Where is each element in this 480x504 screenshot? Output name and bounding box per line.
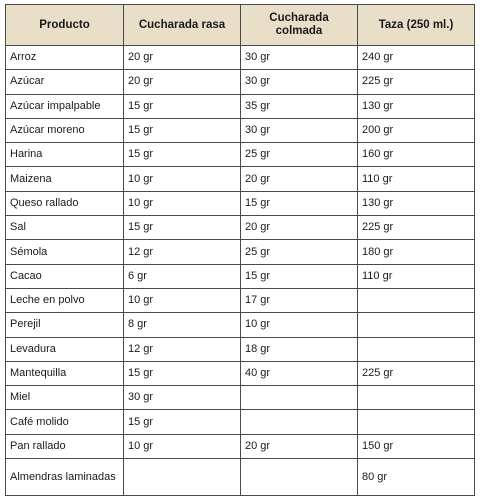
taza-cell: 160 gr bbox=[358, 143, 475, 167]
cucharada-rasa-cell: 15 gr bbox=[124, 216, 241, 240]
product-cell: Azúcar bbox=[6, 70, 124, 94]
cucharada-rasa-cell bbox=[124, 459, 241, 496]
cucharada-colmada-cell: 20 gr bbox=[241, 167, 358, 191]
table-row bbox=[6, 386, 475, 410]
product-cell: Miel bbox=[6, 386, 124, 410]
product-cell: Levadura bbox=[6, 337, 124, 361]
product-cell: Azúcar impalpable bbox=[6, 94, 124, 118]
cucharada-rasa-cell: 8 gr bbox=[124, 313, 241, 337]
cucharada-colmada-cell: 35 gr bbox=[241, 94, 358, 118]
taza-cell: 225 gr bbox=[358, 70, 475, 94]
header-row bbox=[6, 5, 475, 46]
product-cell: Maizena bbox=[6, 167, 124, 191]
table-row bbox=[6, 216, 475, 240]
taza-cell bbox=[358, 288, 475, 312]
cucharada-colmada-cell: 30 gr bbox=[241, 118, 358, 142]
header-producto: Producto bbox=[6, 5, 124, 46]
table-row bbox=[6, 70, 475, 94]
table-row bbox=[6, 361, 475, 385]
cucharada-colmada-cell: 20 gr bbox=[241, 216, 358, 240]
conversion-table bbox=[5, 4, 475, 496]
taza-cell bbox=[358, 337, 475, 361]
taza-cell bbox=[358, 410, 475, 434]
cucharada-rasa-cell: 20 gr bbox=[124, 46, 241, 70]
taza-cell bbox=[358, 386, 475, 410]
table-row bbox=[6, 434, 475, 458]
table-row bbox=[6, 288, 475, 312]
cucharada-rasa-cell: 10 gr bbox=[124, 191, 241, 215]
table-row bbox=[6, 167, 475, 191]
table-row bbox=[6, 337, 475, 361]
taza-cell: 150 gr bbox=[358, 434, 475, 458]
cucharada-colmada-cell: 25 gr bbox=[241, 143, 358, 167]
cucharada-colmada-cell: 15 gr bbox=[241, 191, 358, 215]
product-cell: Azúcar moreno bbox=[6, 118, 124, 142]
header-cucharada-rasa: Cucharada rasa bbox=[124, 5, 241, 46]
product-cell: Almendras laminadas bbox=[6, 459, 124, 496]
product-cell: Sal bbox=[6, 216, 124, 240]
cucharada-colmada-cell: 40 gr bbox=[241, 361, 358, 385]
cucharada-rasa-cell: 10 gr bbox=[124, 167, 241, 191]
table-row bbox=[6, 264, 475, 288]
product-cell: Cacao bbox=[6, 264, 124, 288]
cucharada-rasa-cell: 15 gr bbox=[124, 118, 241, 142]
cucharada-colmada-cell bbox=[241, 386, 358, 410]
cucharada-colmada-cell bbox=[241, 410, 358, 434]
taza-cell: 130 gr bbox=[358, 94, 475, 118]
table-body bbox=[6, 46, 475, 496]
product-cell: Harina bbox=[6, 143, 124, 167]
taza-cell bbox=[358, 313, 475, 337]
table-row bbox=[6, 410, 475, 434]
cucharada-colmada-cell: 30 gr bbox=[241, 70, 358, 94]
cucharada-rasa-cell: 15 gr bbox=[124, 410, 241, 434]
conversion-table-container bbox=[5, 4, 474, 496]
product-cell: Perejil bbox=[6, 313, 124, 337]
product-cell: Arroz bbox=[6, 46, 124, 70]
cucharada-rasa-cell: 15 gr bbox=[124, 361, 241, 385]
taza-cell: 225 gr bbox=[358, 216, 475, 240]
cucharada-rasa-cell: 20 gr bbox=[124, 70, 241, 94]
header-cucharada-colmada: Cucharada colmada bbox=[241, 5, 358, 46]
cucharada-rasa-cell: 30 gr bbox=[124, 386, 241, 410]
cucharada-rasa-cell: 12 gr bbox=[124, 337, 241, 361]
taza-cell: 110 gr bbox=[358, 167, 475, 191]
taza-cell: 225 gr bbox=[358, 361, 475, 385]
table-row bbox=[6, 313, 475, 337]
product-cell: Sémola bbox=[6, 240, 124, 264]
header-taza: Taza (250 ml.) bbox=[358, 5, 475, 46]
taza-cell: 110 gr bbox=[358, 264, 475, 288]
taza-cell: 240 gr bbox=[358, 46, 475, 70]
taza-cell: 180 gr bbox=[358, 240, 475, 264]
product-cell: Café molido bbox=[6, 410, 124, 434]
cucharada-colmada-cell bbox=[241, 459, 358, 496]
table-row bbox=[6, 118, 475, 142]
table-row bbox=[6, 46, 475, 70]
taza-cell: 80 gr bbox=[358, 459, 475, 496]
cucharada-colmada-cell: 20 gr bbox=[241, 434, 358, 458]
table-row bbox=[6, 459, 475, 496]
cucharada-colmada-cell: 25 gr bbox=[241, 240, 358, 264]
cucharada-rasa-cell: 15 gr bbox=[124, 94, 241, 118]
table-header bbox=[6, 5, 475, 46]
table-row bbox=[6, 191, 475, 215]
cucharada-rasa-cell: 12 gr bbox=[124, 240, 241, 264]
cucharada-rasa-cell: 10 gr bbox=[124, 288, 241, 312]
cucharada-rasa-cell: 15 gr bbox=[124, 143, 241, 167]
table-row bbox=[6, 94, 475, 118]
table-row bbox=[6, 143, 475, 167]
cucharada-colmada-cell: 17 gr bbox=[241, 288, 358, 312]
product-cell: Leche en polvo bbox=[6, 288, 124, 312]
product-cell: Mantequilla bbox=[6, 361, 124, 385]
product-cell: Pan rallado bbox=[6, 434, 124, 458]
cucharada-colmada-cell: 15 gr bbox=[241, 264, 358, 288]
cucharada-colmada-cell: 30 gr bbox=[241, 46, 358, 70]
taza-cell: 130 gr bbox=[358, 191, 475, 215]
cucharada-colmada-cell: 18 gr bbox=[241, 337, 358, 361]
cucharada-colmada-cell: 10 gr bbox=[241, 313, 358, 337]
product-cell: Queso rallado bbox=[6, 191, 124, 215]
taza-cell: 200 gr bbox=[358, 118, 475, 142]
cucharada-rasa-cell: 10 gr bbox=[124, 434, 241, 458]
cucharada-rasa-cell: 6 gr bbox=[124, 264, 241, 288]
table-row bbox=[6, 240, 475, 264]
